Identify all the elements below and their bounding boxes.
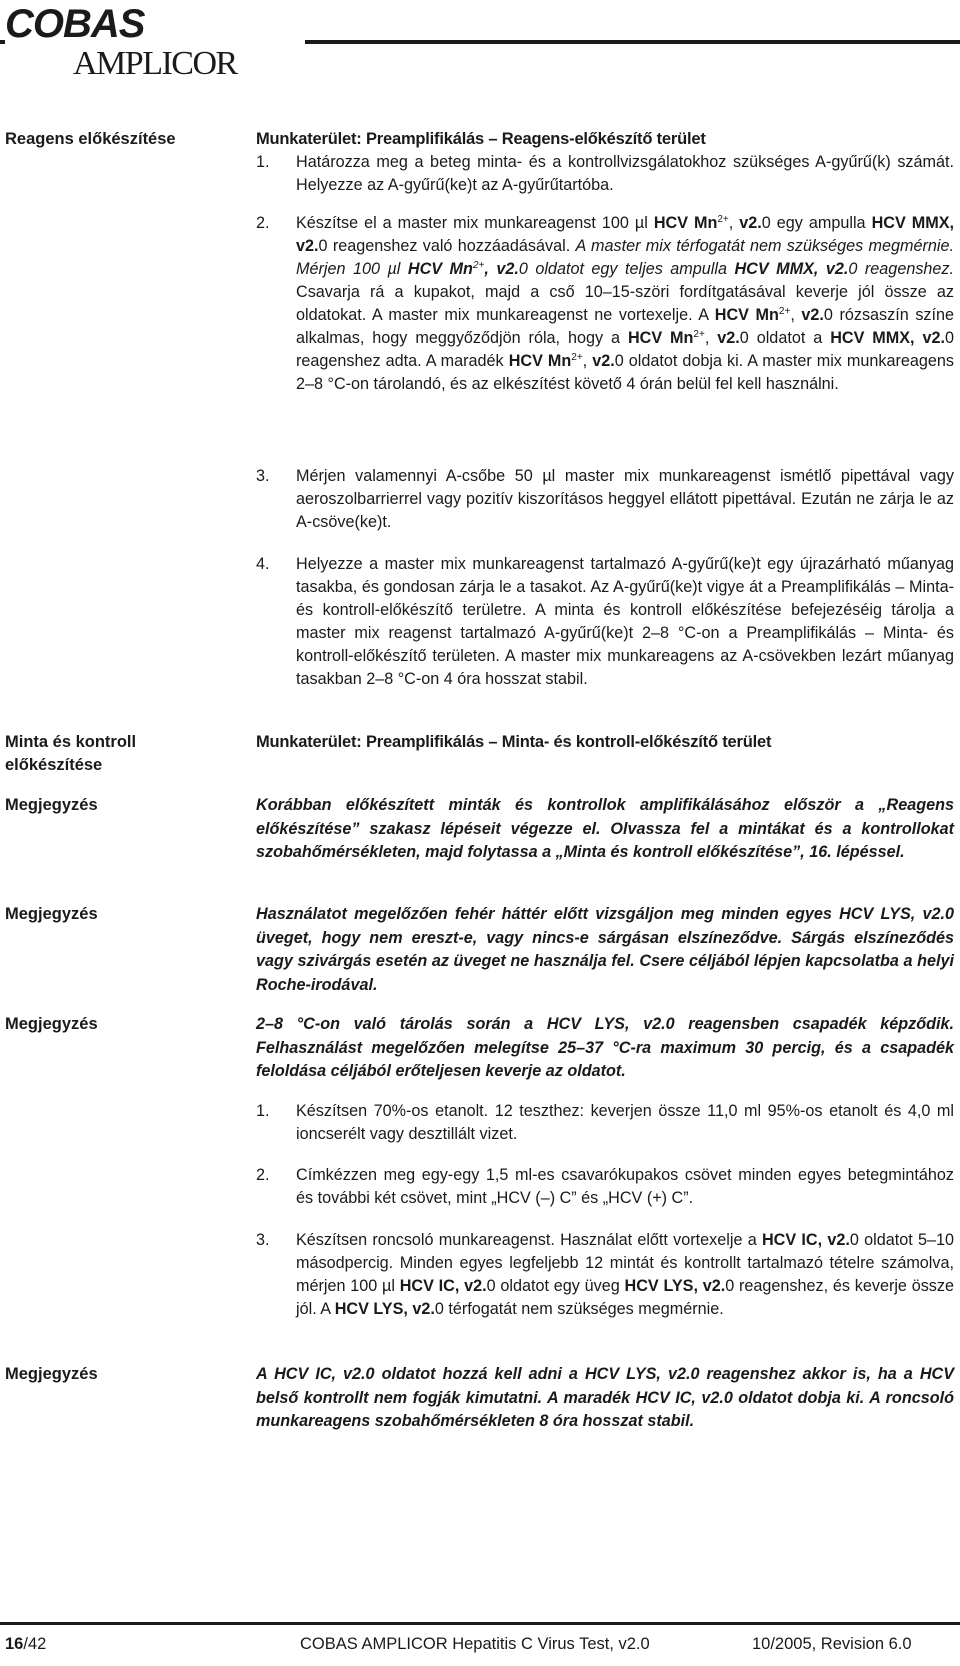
list-item-text: Határozza meg a beteg minta- és a kontrollvizsgálatokhoz szükséges A-gyűrű(k) számát. Helyezze az A-gyűrű(ke)t az A-gyűrűtartóba. — [296, 153, 954, 194]
page-number — [5, 1634, 46, 1654]
list-item-number: 2. — [256, 214, 270, 232]
sidebar-label-minta: Minta és kontroll előkészítése — [5, 733, 137, 774]
list-item-number: 3. — [256, 1231, 270, 1249]
list-item — [256, 212, 954, 396]
list-item — [256, 1100, 954, 1146]
list-item-text: Helyezze a master mix munkareagenst tartalmazó A-gyűrű(ke)t egy újrazárható műanyag tasakba, és gondosan zárja le a tasakot. Az A-gyűrű(ke)t vigye át a Preamplifikálás – Minta- és kontroll-előkészítő területre. A minta és kontroll előkészítése befejezéséig tárolja a master mix reagenst tartalmazó A-gyűrű(ke)t 2–8 °C-on a Preamplifikálás – Minta- és kontroll-előkészítő területen. A master mix munkareagens az A-csövekben lezárt műanyag tasakban 2–8 °C-on 4 óra hosszat stabil. — [296, 555, 954, 688]
list-item — [256, 151, 954, 197]
sidebar-label-note-3: Megjegyzés — [5, 1015, 98, 1033]
list-item-number: 1. — [256, 1102, 270, 1120]
list-item-number: 2. — [256, 1166, 270, 1184]
list-item-number: 1. — [256, 153, 270, 171]
logo-amplicor-text: AMPLICOR — [73, 45, 237, 78]
sidebar-label-reagens: Reagens előkészítése — [5, 130, 176, 148]
list-item — [256, 1229, 954, 1321]
footer-revision: 10/2005, Revision 6.0 — [752, 1635, 912, 1653]
list-item-text: Címkézzen meg egy-egy 1,5 ml-es csavarókupakos csövet minden egyes betegmintához és további két csövet, mint „HCV (–) C” és „HCV (+) C”. — [296, 1166, 954, 1207]
list-item-text: Mérjen valamennyi A-csőbe 50 µl master mix munkareagenst ismétlő pipettával vagy aeroszolbarrierrel vagy pozitív kiszorításos heggyel ellátott pipettával. Ezután ne zárja le az A-csöve(ke)t. — [296, 467, 954, 531]
section-heading-minta: Munkaterület: Preamplifikálás – Minta- és kontroll-előkészítő terület — [256, 733, 772, 751]
cobas-amplicor-logo — [5, 4, 305, 78]
page-number-total: /42 — [23, 1635, 47, 1653]
sidebar-label-note-2: Megjegyzés — [5, 905, 98, 923]
note-text-3: 2–8 °C-on való tárolás során a HCV LYS, v2.0 reagensben csapadék képződik. Felhasználást megelőzően melegítse 25–37 °C-ra maximum 30 percig, és a csapadék feloldása céljából erőteljesen keverje az oldatot. — [256, 1015, 954, 1080]
list-item-number: 3. — [256, 467, 270, 485]
sidebar-label-note-4: Megjegyzés — [5, 1365, 98, 1383]
note-text-1: Korábban előkészített minták és kontrollok amplifikálásához először a „Reagens előkészítése” szakasz lépéseit végezze el. Olvassza fel a mintákat és a kontrollokat szobahőmérsékleten, majd folytassa a „Minta és kontroll előkészítése”, 16. lépéssel. — [256, 796, 954, 861]
list-item — [256, 553, 954, 691]
list-item — [256, 1164, 954, 1210]
list-item-text: Készítse el a master mix munkareagenst 100 µl HCV $Mn^{2+}$, v2.0 egy ampulla HCV MMX, v2.0 reagenshez való hozzáadásával. A master mix térfogatát nem szükséges megmérnie. Mérjen 100 µl HCV $Mn^{2+}$, v2.0 oldatot egy teljes ampulla HCV MMX, v2.0 reagenshez. Csavarja rá a kupakot, majd a cső 10–15-szöri fordítgatásával keverje jól össze az oldatokat. A master mix munkareagenst ne vortexelje. A HCV $Mn^{2+}$, v2.0 rózsaszín színe alkalmas, hogy meggyőződjön róla, hogy a HCV $Mn^{2+}$, v2.0 oldatot a HCV MMX, v2.0 reagenshez adta. A maradék HCV $Mn^{2+}$, v2.0 oldatot dobja ki. A master mix munkareagens 2–8 °C-on tárolandó, és az elkészítést követő 4 órán belül fel kell használni. — [296, 214, 955, 393]
list-item-text: Készítsen roncsoló munkareagenst. Használat előtt vortexelje a HCV IC, v2.0 oldatot 5–10 másodpercig. Minden egyes legfeljebb 12 mintát és kontrollt tartalmazó tételre számolva, mérjen 100 µl HCV IC, v2.0 oldatot egy üveg HCV LYS, v2.0 reagenshez, és keverje össze jól. A HCV LYS, v2.0 térfogatát nem szükséges megmérnie. — [296, 1231, 954, 1318]
footer-rule — [0, 1622, 960, 1625]
list-item — [256, 465, 954, 534]
list-item-number: 4. — [256, 555, 270, 573]
page-number-current: 16 — [5, 1635, 24, 1653]
sidebar-label-note-1: Megjegyzés — [5, 796, 98, 814]
section-heading-reagens: Munkaterület: Preamplifikálás – Reagens-előkészítő terület — [256, 130, 706, 148]
logo-cobas-text: COBAS — [5, 4, 145, 46]
note-text-2: Használatot megelőzően fehér háttér előtt vizsgáljon meg minden egyes HCV LYS, v2.0 üveget, hogy nem ereszt-e, vagy nincs-e sárgásan elszíneződve. Sárgás elszíneződés vagy szivárgás esetén az üveget ne használja fel. Csere céljából lépjen kapcsolatba a helyi Roche-irodával. — [256, 905, 954, 994]
note-text-4: A HCV IC, v2.0 oldatot hozzá kell adni a HCV LYS, v2.0 reagenshez akkor is, ha a HCV belső kontrollt nem fogják kimutatni. A maradék HCV IC, v2.0 oldatot dobja ki. A roncsoló munkareagens szobahőmérsékleten 8 óra hosszat stabil. — [256, 1365, 954, 1430]
list-item-text: Készítsen 70%-os etanolt. 12 teszthez: keverjen össze 11,0 ml 95%-os etanolt és 4,0 ml ioncserélt vagy desztillált vizet. — [296, 1102, 954, 1143]
footer-title: COBAS AMPLICOR Hepatitis C Virus Test, v2.0 — [300, 1635, 650, 1653]
